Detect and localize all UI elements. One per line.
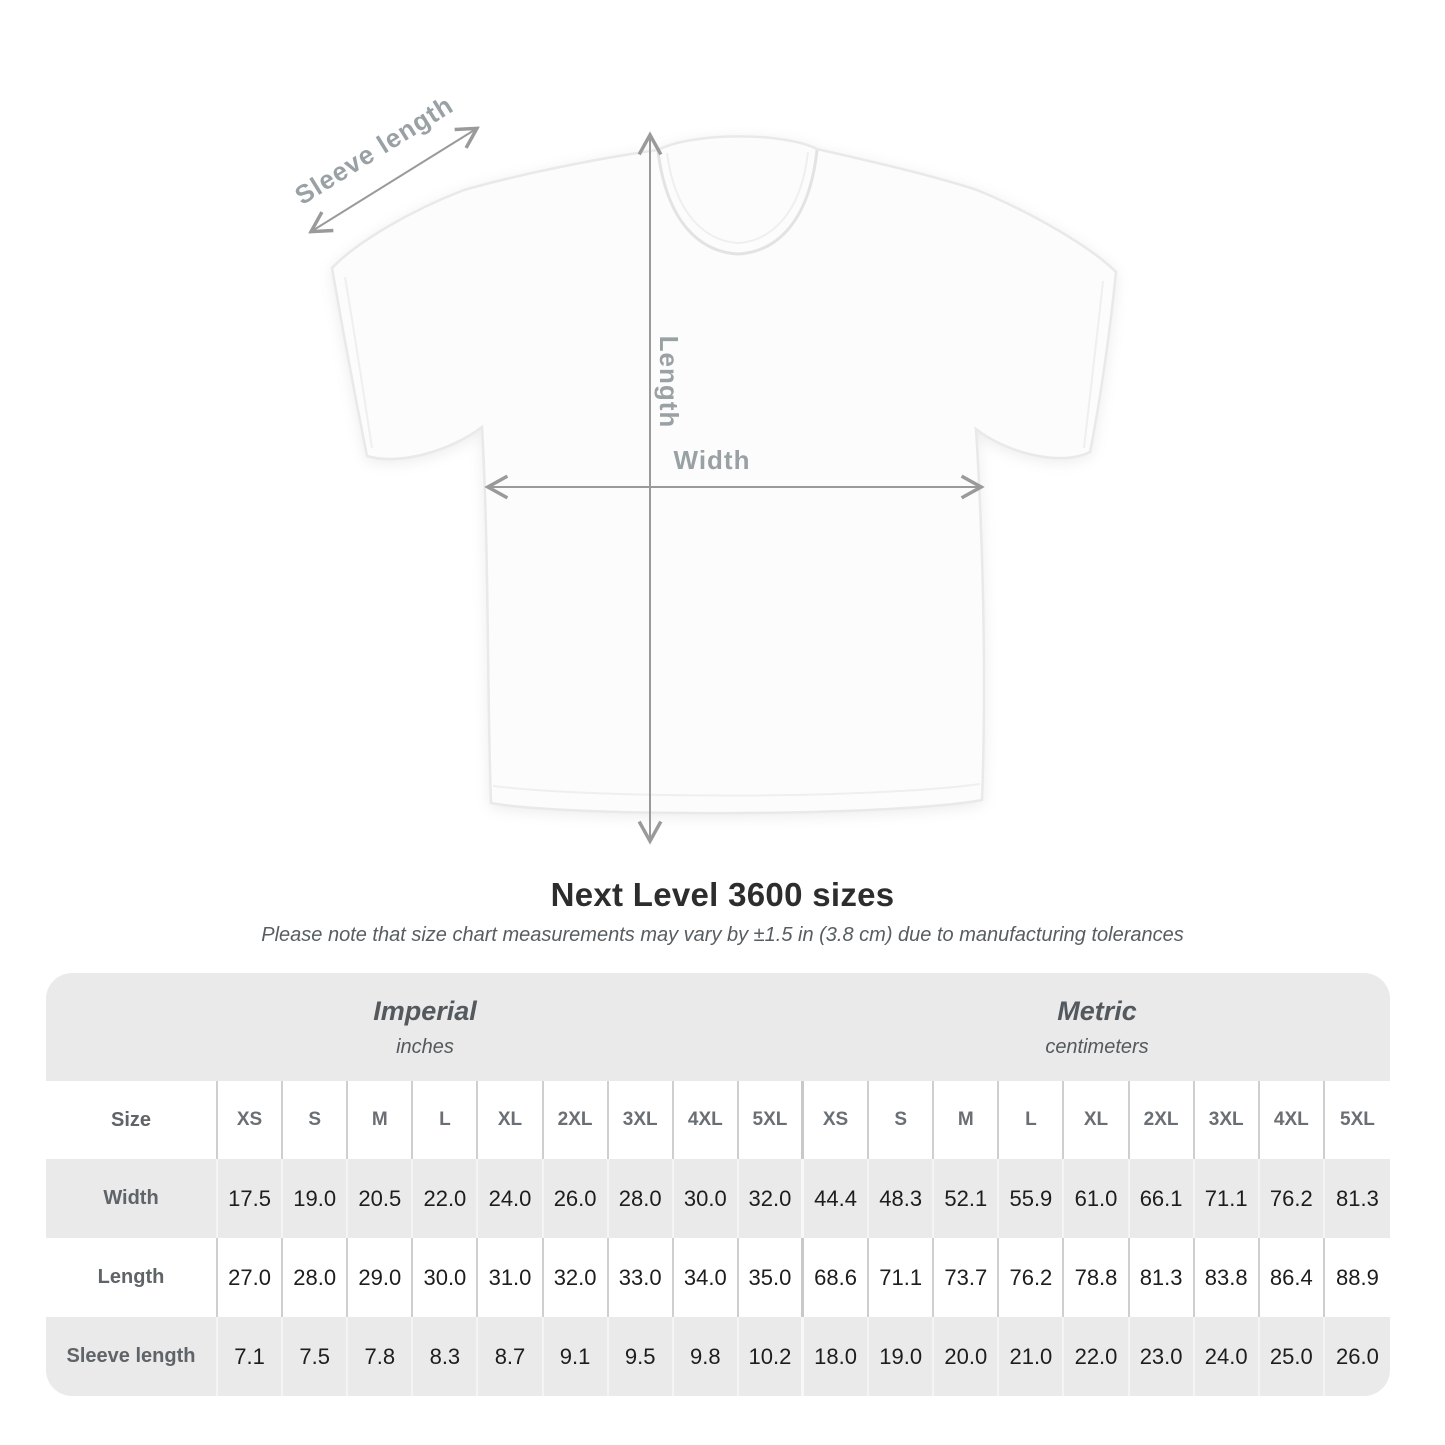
measurement-cell: 19.0 [869,1317,934,1396]
size-table [46,973,1390,1396]
size-col-header-metric-5xl: 5XL [1340,1109,1375,1130]
row-label-width: Width [46,1159,218,1238]
page-title: Next Level 3600 sizes [550,876,895,913]
imperial-unit-label: inches [396,1035,454,1058]
measurement-cell: 24.0 [478,1159,543,1238]
measurement-cell: 7.8 [348,1317,413,1396]
measurement-cell: 26.0 [1325,1317,1390,1396]
measurement-cell: 28.0 [283,1238,348,1317]
measurement-cell: 34.0 [674,1238,739,1317]
measurement-cell: 9.1 [544,1317,609,1396]
measurement-cell: 18.0 [804,1317,869,1396]
measurement-cell: 30.0 [413,1238,478,1317]
measurement-row-length [46,1238,1390,1317]
measurement-cell: 78.8 [1064,1238,1129,1317]
measurement-cell: 10.2 [739,1317,804,1396]
size-col-header-imperial-l: L [413,1081,478,1159]
size-col-header-metric-s: S [869,1081,934,1159]
metric-section-header [804,973,1390,1081]
measurement-cell: 21.0 [999,1317,1064,1396]
measurement-cell: 68.6 [804,1238,869,1317]
measurement-cell: 71.1 [869,1238,934,1317]
measurement-cell: 83.8 [1195,1238,1260,1317]
size-col-header-imperial-s: S [283,1081,348,1159]
size-header-row [46,1081,1390,1159]
measurement-cell: 25.0 [1260,1317,1325,1396]
size-col-header-metric-xs: XS [804,1081,869,1159]
size-col-header-metric-3xl: 3XL [1195,1081,1260,1159]
measurement-cell: 26.0 [544,1159,609,1238]
measurement-cell: 27.0 [218,1238,283,1317]
measurement-cell: 55.9 [999,1159,1064,1238]
measurement-cell: 20.5 [348,1159,413,1238]
measurement-cell: 24.0 [1195,1317,1260,1396]
measurement-cell: 28.0 [609,1159,674,1238]
imperial-section-header [46,973,804,1081]
metric-unit-label: centimeters [1045,1035,1149,1058]
measurement-cell: 35.0 [739,1238,804,1317]
measurement-cell: 44.4 [804,1159,869,1238]
measurement-cell: 8.7 [478,1317,543,1396]
measurement-cell: 81.3 [1130,1238,1195,1317]
measurement-cell: 66.1 [1130,1159,1195,1238]
measurement-cell: 32.0 [544,1238,609,1317]
measurement-cell: 19.0 [283,1159,348,1238]
size-col-header-imperial-4xl: 4XL [674,1081,739,1159]
measurement-cell: 17.5 [218,1159,283,1238]
measurement-cell: 61.0 [1064,1159,1129,1238]
imperial-label: Imperial [373,995,477,1026]
measurement-cell: 23.0 [1130,1317,1195,1396]
measurement-cell: 88.9 [1325,1238,1390,1317]
measurement-cell: 7.5 [283,1317,348,1396]
length-label: Length [654,335,684,429]
measurement-cell: 86.4 [1260,1238,1325,1317]
size-col-header-metric-xl: XL [1064,1081,1129,1159]
size-col-header-metric-2xl: 2XL [1130,1081,1195,1159]
metric-label: Metric [1057,995,1137,1026]
measurement-cell: 52.1 [934,1159,999,1238]
size-col-header-metric-l: L [999,1081,1064,1159]
measurement-cell: 73.7 [934,1238,999,1317]
size-col-header-metric-4xl: 4XL [1260,1081,1325,1159]
measurement-cell: 22.0 [413,1159,478,1238]
measurement-cell: 76.2 [999,1238,1064,1317]
sleeve-length-label: Sleeve length [289,89,459,211]
measurement-cell: 8.3 [413,1317,478,1396]
size-col-header-imperial-xl: XL [478,1081,543,1159]
measurement-row-width [46,1159,1390,1238]
measurement-cell: 32.0 [739,1159,804,1238]
size-col-header-imperial-xs: XS [218,1081,283,1159]
width-label: Width [673,445,751,475]
measurement-cell: 20.0 [934,1317,999,1396]
measurement-cell: 9.5 [609,1317,674,1396]
measurement-cell: 81.3 [1325,1159,1390,1238]
size-col-header-imperial-2xl: 2XL [544,1081,609,1159]
measurement-cell: 30.0 [674,1159,739,1238]
measurement-cell: 71.1 [1195,1159,1260,1238]
size-col-header-imperial-m: M [348,1081,413,1159]
size-col-header-metric-m: M [934,1081,999,1159]
size-col-header-imperial-3xl: 3XL [609,1081,674,1159]
size-col-header-imperial-5xl: 5XL [739,1081,804,1159]
measurement-cell: 48.3 [869,1159,934,1238]
size-column-header: Size [46,1081,218,1159]
measurement-cell: 33.0 [609,1238,674,1317]
measurement-cell: 76.2 [1260,1159,1325,1238]
unit-header-row [46,973,1390,1081]
row-label-length: Length [46,1238,218,1317]
measurement-cell: 29.0 [348,1238,413,1317]
row-label-sleeve-length: Sleeve length [46,1317,218,1396]
measurement-cell: 22.0 [1064,1317,1129,1396]
measurement-row-sleeve-length [46,1317,1390,1396]
measurement-cell: 9.8 [674,1317,739,1396]
measurement-cell: 31.0 [478,1238,543,1317]
tolerance-note: Please note that size chart measurements may vary by ±1.5 in (3.8 cm) due to manufacturing tolerances [261,924,1184,946]
measurement-cell: 7.1 [218,1317,283,1396]
